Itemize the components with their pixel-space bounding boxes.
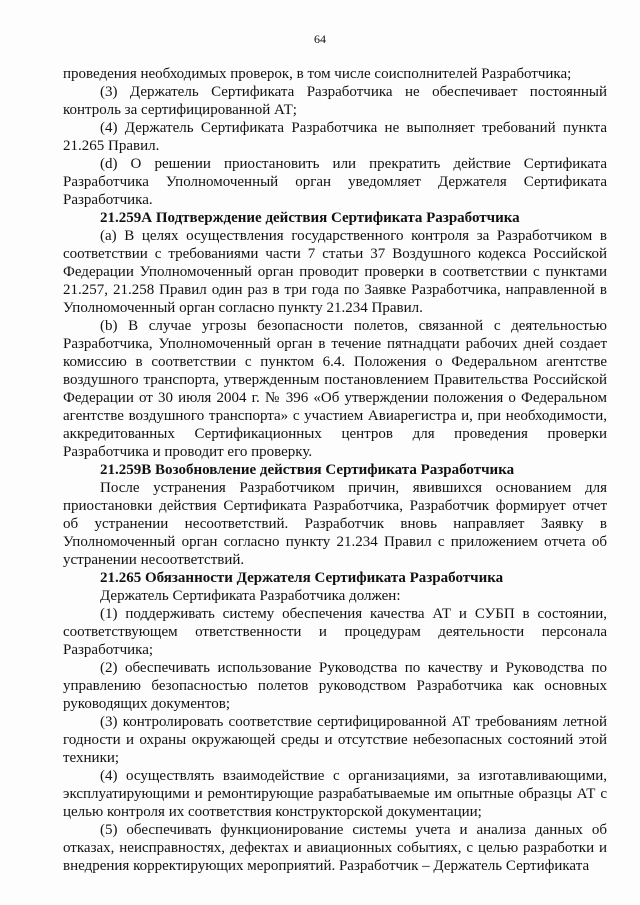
paragraph-obligations-intro: Держатель Сертификата Разработчика должен: (100, 588, 401, 604)
section-heading-21-259a: 21.259А Подтверждение действия Сертификата Разработчика (100, 210, 520, 226)
page-number: 64 (314, 32, 326, 46)
paragraph-continuation: проведения необходимых проверок, в том числе соисполнителей Разработчика; (63, 66, 572, 82)
paragraph-obligation-4: (4) осуществлять взаимодействие с организациями, за изготавливающими, эксплуатирующими и ремонтирующие разрабатываемые им опытные образцы АТ с целью контроля их соответствия конструкторской документации; (63, 768, 607, 820)
paragraph-item-b: (b) В случае угрозы безопасности полетов, связанной с деятельностью Разработчика, Уполномоченный орган в течение пятнадцати рабочих дней создает комиссию в соответствии с пунктом 6.4. Положения о Федеральном агентстве воздушного транспорта, утвержденным постановлением Правительства Российской Федерации от 30 июля 2004 г. № 396 «Об утверждении положения о Федеральном агентстве воздушного транспорта» с участием Авиарегистра и, при необходимости, аккредитованных Сертификационных центров для проведения проверки Разработчика и проводит его проверку. (63, 318, 607, 460)
paragraph-resumption: После устранения Разработчиком причин, явившихся основанием для приостановки действия Сертификата Разработчика, Разработчик формирует отчет об устранении несоответствий. Разработчик вновь направляет Заявку в Уполномоченный орган согласно пункту 21.234 Правил с приложением отчета об устранении несоответствий. (63, 480, 607, 568)
paragraph-obligation-3: (3) контролировать соответствие сертифицированной АТ требованиям летной годности и охраны окружающей среды и отсутствие небезопасных состояний этой техники; (63, 714, 607, 766)
paragraph-item-d: (d) О решении приостановить или прекратить действие Сертификата Разработчика Уполномоченный орган уведомляет Держателя Сертификата Разработчика. (63, 156, 607, 208)
paragraph-obligation-2: (2) обеспечивать использование Руководства по качеству и Руководства по управлению безопасностью полетов руководством Разработчика как основных руководящих документов; (63, 660, 607, 712)
paragraph-obligation-5: (5) обеспечивать функционирование системы учета и анализа данных об отказах, неисправностях, дефектах и авиационных событиях, с целью разработки и внедрения корректирующих мероприятий. Разработчик – Держатель Сертификата (63, 822, 607, 874)
paragraph-item-4: (4) Держатель Сертификата Разработчика не выполняет требований пункта 21.265 Правил. (63, 120, 607, 154)
section-heading-21-259b: 21.259В Возобновление действия Сертификата Разработчика (100, 462, 515, 478)
document-body (63, 65, 607, 875)
paragraph-obligation-1: (1) поддерживать систему обеспечения качества АТ и СУБП в состоянии, соответствующем ответственности и процедурам деятельности персонала Разработчика; (63, 606, 607, 658)
paragraph-item-a: (а) В целях осуществления государственного контроля за Разработчиком в соответствии с требованиями части 7 статьи 37 Воздушного кодекса Российской Федерации Уполномоченный орган проводит проверки в соответствии с пунктами 21.257, 21.258 Правил один раз в три года по Заявке Разработчика, направленной в Уполномоченный орган согласно пункту 21.234 Правил. (63, 228, 607, 316)
paragraph-item-3: (3) Держатель Сертификата Разработчика не обеспечивает постоянный контроль за сертифицированной АТ; (63, 84, 607, 118)
section-heading-21-265: 21.265 Обязанности Держателя Сертификата Разработчика (100, 570, 504, 586)
